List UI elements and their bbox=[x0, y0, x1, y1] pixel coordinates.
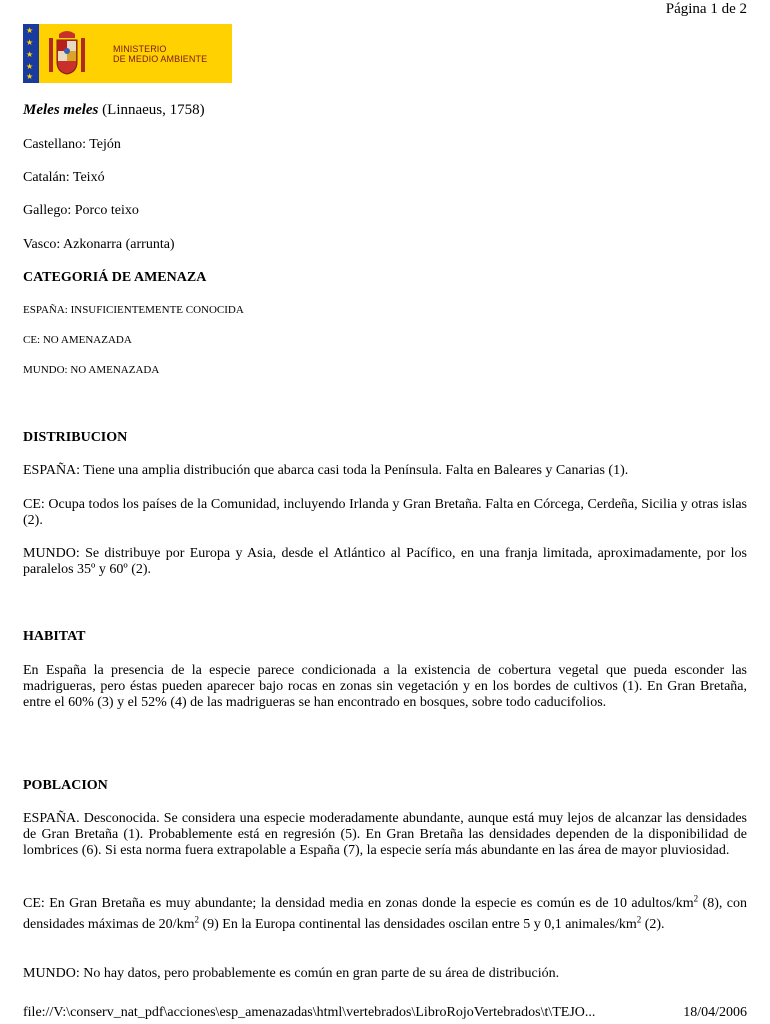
poblacion-ce bbox=[23, 893, 747, 935]
footer-date: 18/04/2006 bbox=[683, 1005, 747, 1020]
coat-of-arms-icon bbox=[47, 28, 87, 78]
ministry-line-2: DE MEDIO AMBIENTE bbox=[113, 54, 208, 64]
distribucion-mundo: MUNDO: Se distribuye por Europa y Asia, desde el Atlántico al Pacífico, en una franja limitada, aproximadamente, por los paralelos 35º y 60º (2). bbox=[23, 546, 747, 577]
poblacion-ce-text-2: (8), con densidades máximas de 20/km bbox=[23, 896, 747, 932]
poblacion-ce-text-3: (9) En la Europa continental las densidades oscilan entre 5 y 0,1 animales/km bbox=[198, 917, 637, 932]
distribucion-heading: DISTRIBUCION bbox=[23, 430, 128, 445]
poblacion-heading: POBLACION bbox=[23, 778, 108, 793]
eu-flag-stripe: ★ ★ ★ ★ ★ bbox=[23, 24, 39, 83]
categoria-mundo: MUNDO: NO AMENAZADA bbox=[23, 364, 160, 376]
ministry-name bbox=[113, 44, 207, 64]
ministry-line-1: MINISTERIO bbox=[113, 44, 167, 54]
name-gallego: Gallego: Porco teixo bbox=[23, 203, 139, 218]
poblacion-ce-sup-3: 2 bbox=[636, 914, 642, 925]
distribucion-ce: CE: Ocupa todos los países de la Comunidad, incluyendo Irlanda y Gran Bretaña. Falta en Córcega, Cerdeña, Sicilia y otras islas (2). bbox=[23, 497, 747, 528]
poblacion-ce-text-1: CE: En Gran Bretaña es muy abundante; la densidad media en zonas donde la especie es común es de 10 adultos/km bbox=[23, 896, 694, 911]
categoria-heading: CATEGORIÁ DE AMENAZA bbox=[23, 270, 207, 285]
poblacion-ce-text-4: (2). bbox=[641, 917, 665, 932]
distribucion-espana: ESPAÑA: Tiene una amplia distribución que abarca casi toda la Península. Falta en Baleares y Canarias (1). bbox=[23, 463, 629, 478]
page-number: Página 1 de 2 bbox=[665, 1, 747, 17]
name-vasco: Vasco: Azkonarra (arrunta) bbox=[23, 237, 175, 252]
ministry-logo bbox=[23, 24, 232, 83]
poblacion-ce-sup-2: 2 bbox=[194, 914, 199, 925]
poblacion-mundo: MUNDO: No hay datos, pero probablemente es común en gran parte de su área de distribución. bbox=[23, 966, 560, 981]
species-title bbox=[23, 102, 205, 119]
poblacion-espana: ESPAÑA. Desconocida. Se considera una especie moderadamente abundante, aunque está muy lejos de alcanzar las densidades de Gran Bretaña (1). Probablemente está en regresión (5). En Gran Bretaña las densidades dependen de la disponibilidad de lombrices (6). Si esta norma fuera extrapolable a España (7), la especie sería más abundante en las área de mayor pluviosidad. bbox=[23, 811, 747, 858]
species-name: Meles meles bbox=[23, 102, 99, 118]
footer-file-path: file://V:\conserv_nat_pdf\acciones\esp_amenazadas\html\vertebrados\LibroRojoVertebrados\t\TEJO... bbox=[23, 1005, 596, 1020]
poblacion-ce-sup-1: 2 bbox=[693, 893, 699, 904]
categoria-espana: ESPAÑA: INSUFICIENTEMENTE CONOCIDA bbox=[23, 304, 244, 316]
name-catalan: Catalán: Teixó bbox=[23, 170, 105, 185]
species-authority: (Linnaeus, 1758) bbox=[98, 102, 205, 118]
categoria-ce: CE: NO AMENAZADA bbox=[23, 334, 132, 346]
name-castellano: Castellano: Tejón bbox=[23, 137, 121, 152]
habitat-heading: HABITAT bbox=[23, 629, 86, 644]
habitat-text: En España la presencia de la especie parece condicionada a la existencia de cobertura vegetal que pueda esconder las madrigueras, pero éstas pueden aparecer bajo rocas en zonas sin vegetación y en los bordes de cultivos (1). En Gran Bretaña, entre el 60% (3) y el 52% (4) de las madrigueras se han encontrado en bosques, sobre todo caducifolios. bbox=[23, 663, 747, 710]
